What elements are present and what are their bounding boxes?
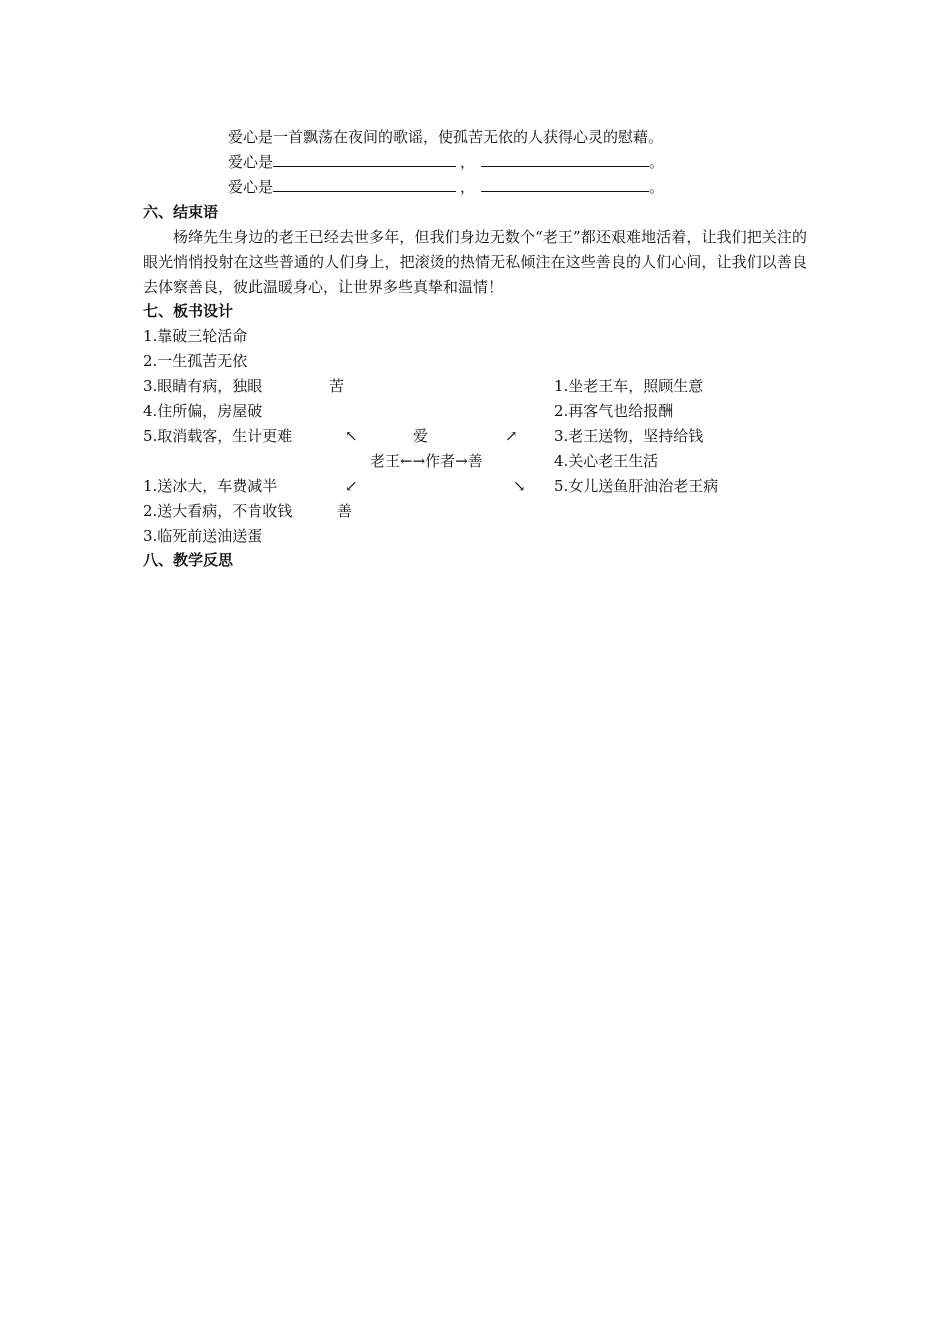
board-left-item: 4.住所偏，房屋破 [143,402,263,420]
board-left-item: 2.一生孤苦无依 [143,352,248,370]
answer-blank[interactable] [481,151,649,167]
board-right-item: 3.老王送物，坚持给钱 [554,427,704,445]
label-ku: 苦 [329,377,345,395]
board-right-item: 4.关心老王生活 [554,452,659,470]
fill-prompt: 爱心是 [228,178,274,196]
label-ai: 爱 [413,427,429,445]
arrow-sw-icon: ↙ [345,477,358,495]
section-heading-board-design: 七、板书设计 [143,302,234,320]
answer-blank[interactable] [273,151,456,167]
board-right-item: 2.再客气也给报酬 [554,402,674,420]
period: 。 [649,178,665,196]
fill-line-1 [228,151,664,173]
board-left-item: 1.送冰大，车费减半 [143,477,278,495]
section-heading-conclusion: 六、结束语 [143,203,219,221]
board-right-item: 1.坐老王车，照顾生意 [554,377,704,395]
section-heading-reflection: 八、教学反思 [143,551,234,569]
period: 。 [649,153,665,171]
conclusion-paragraph: 杨绛先生身边的老王已经去世多年，但我们身边无数个“老王”都还艰难地活着，让我们把关注的眼光悄悄投射在这些普通的人们身上，把滚烫的热情无私倾注在这些善良的人们心间，让我们以善良去体察善良，彼此温暖身心，让世界多些真挚和温情！ [143,228,807,296]
relation-line: 老王←→作者→善 [370,452,483,470]
comma: ， [460,153,476,171]
board-left-item: 2.送大看病，不肯收钱 [143,502,293,520]
board-left-item: 1.靠破三轮活命 [143,327,248,345]
arrow-nw-icon: ↖ [345,427,358,445]
example-sentence: 爱心是一首飘荡在夜间的歌谣，使孤苦无依的人获得心灵的慰藉。 [228,128,664,146]
board-right-item: 5.女儿送鱼肝油治老王病 [554,477,719,495]
arrow-ne-icon: ↗ [505,427,518,445]
comma: ， [460,178,476,196]
board-left-item: 5.取消载客，生计更难 [143,427,293,445]
answer-blank[interactable] [273,176,456,192]
answer-blank[interactable] [481,176,649,192]
board-left-item: 3.临死前送油送蛋 [143,527,263,545]
arrow-se-icon: ↘ [513,477,526,495]
fill-line-2 [228,176,664,198]
board-left-item: 3.眼睛有病，独眼 [143,377,263,395]
label-shan: 善 [337,502,353,520]
fill-prompt: 爱心是 [228,153,274,171]
